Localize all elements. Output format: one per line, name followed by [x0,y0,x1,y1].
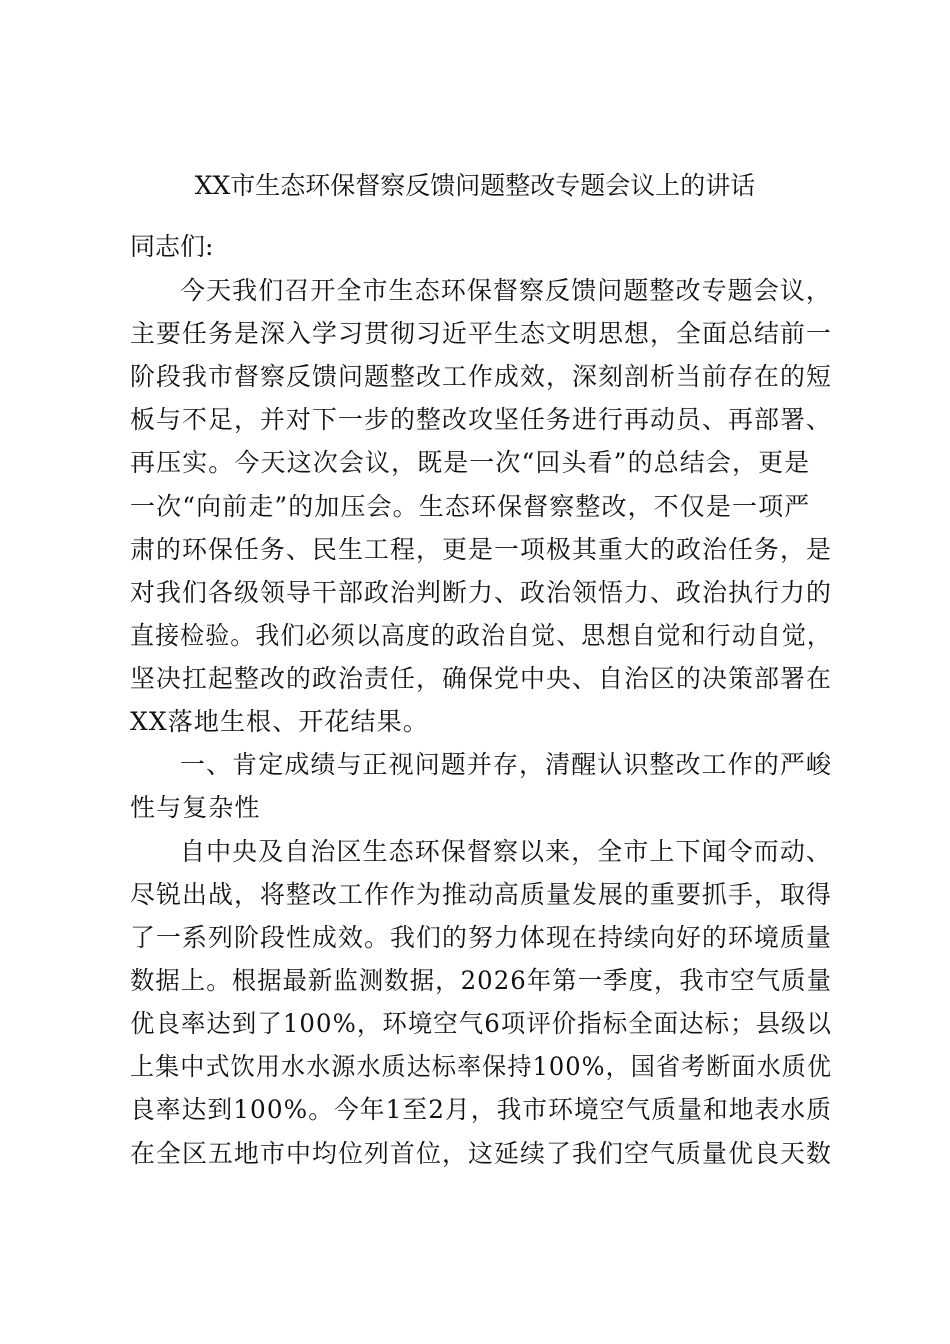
paragraph-line: 在全区五地市中均位列首位，这延续了我们空气质量优良天数 [130,1139,832,1168]
section-heading-line: 一、肯定成绩与正视问题并存，清醒认识整改工作的严峻 [180,750,832,779]
paragraph-line: 数据上。根据最新监测数据，2026年第一季度，我市空气质量 [130,966,832,995]
paragraph-line: 上集中式饮用水水源水质达标率保持100%，国省考断面水质优 [130,1052,832,1081]
paragraph-line: 优良率达到了100%，环境空气6项评价指标全面达标；县级以 [130,1009,832,1038]
paragraph-line: 坚决扛起整改的政治责任，确保党中央、自治区的决策部署在 [130,664,832,693]
paragraph-line: 今天我们召开全市生态环保督察反馈问题整改专题会议， [180,276,832,305]
paragraph-line: 了一系列阶段性成效。我们的努力体现在持续向好的环境质量 [130,923,832,952]
paragraph-line: 直接检验。我们必须以高度的政治自觉、思想自觉和行动自觉， [130,621,832,650]
paragraph-line: 主要任务是深入学习贯彻习近平生态文明思想，全面总结前一 [130,319,832,348]
paragraph-line: 尽锐出战，将整改工作作为推动高质量发展的重要抓手，取得 [130,880,832,909]
greeting: 同志们: [130,232,214,261]
paragraph-line: 良率达到100%。今年1至2月，我市环境空气质量和地表水质 [130,1095,832,1124]
paragraph-line: 对我们各级领导干部政治判断力、政治领悟力、政治执行力的 [130,578,832,607]
paragraph-line: 阶段我市督察反馈问题整改工作成效，深刻剖析当前存在的短 [130,362,832,391]
paragraph-line: 肃的环保任务、民生工程，更是一项极其重大的政治任务，是 [130,535,832,564]
paragraph-line: 自中央及自治区生态环保督察以来，全市上下闻令而动、 [180,837,832,866]
paragraph-line: XX落地生根、开花结果。 [130,707,429,736]
paragraph-line: 一次“向前走”的加压会。生态环保督察整改，不仅是一项严 [130,492,811,521]
paragraph-line: 再压实。今天这次会议，既是一次“回头看”的总结会，更是 [130,448,811,477]
document-title: XX市生态环保督察反馈问题整改专题会议上的讲话 [194,171,756,200]
paragraph-line: 板与不足，并对下一步的整改攻坚任务进行再动员、再部署、 [130,405,832,434]
section-heading-line: 性与复杂性 [130,793,261,822]
